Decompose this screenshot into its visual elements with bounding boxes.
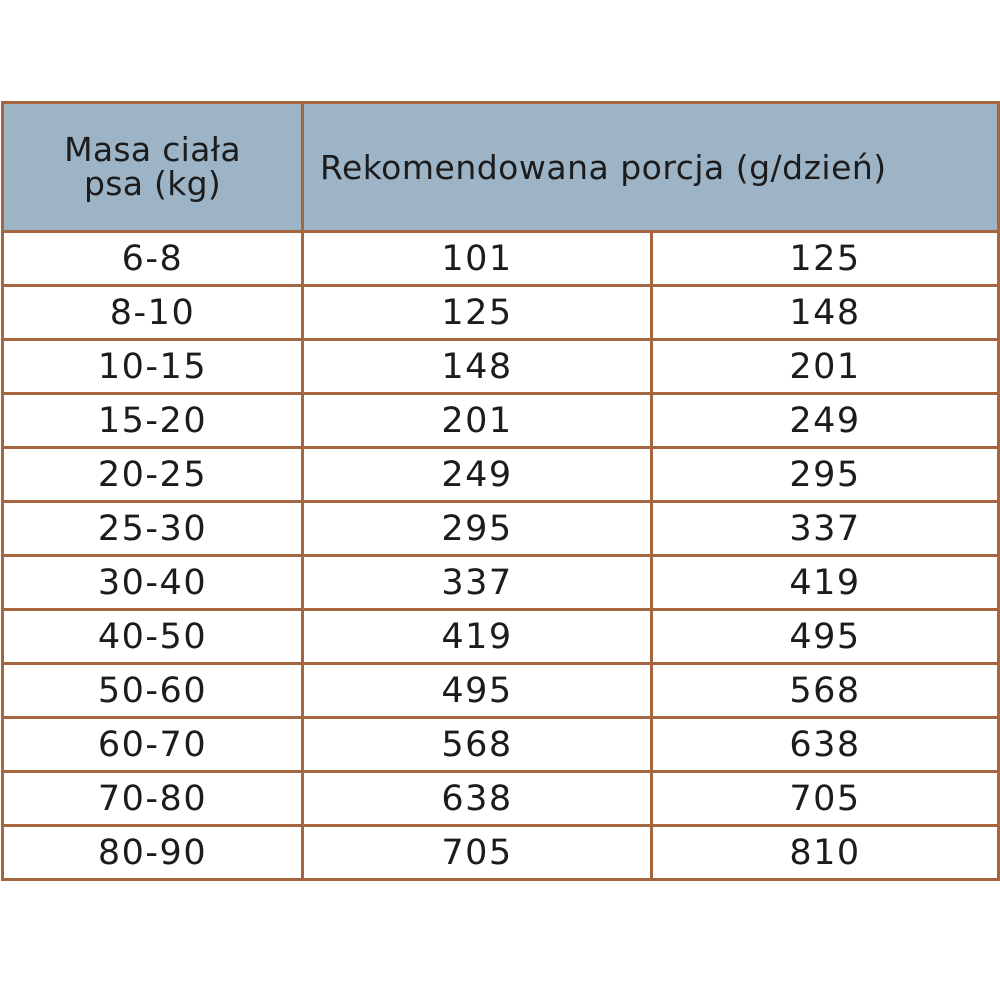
feeding-table <box>1 101 1000 881</box>
cell-portion-max: 495 <box>652 610 999 664</box>
cell-portion-min: 495 <box>303 664 652 718</box>
table-row <box>3 718 999 772</box>
table-row <box>3 772 999 826</box>
cell-portion-max: 568 <box>652 664 999 718</box>
cell-body-mass: 60-70 <box>3 718 303 772</box>
cell-portion-max: 337 <box>652 502 999 556</box>
cell-portion-max: 705 <box>652 772 999 826</box>
cell-body-mass: 40-50 <box>3 610 303 664</box>
cell-portion-min: 148 <box>303 340 652 394</box>
cell-body-mass: 50-60 <box>3 664 303 718</box>
cell-body-mass: 30-40 <box>3 556 303 610</box>
cell-portion-max: 201 <box>652 340 999 394</box>
cell-portion-min: 125 <box>303 286 652 340</box>
cell-portion-max: 125 <box>652 232 999 286</box>
table-header <box>3 103 999 232</box>
cell-portion-min: 568 <box>303 718 652 772</box>
table-row <box>3 232 999 286</box>
cell-body-mass: 10-15 <box>3 340 303 394</box>
cell-body-mass: 8-10 <box>3 286 303 340</box>
cell-body-mass: 15-20 <box>3 394 303 448</box>
table-row <box>3 610 999 664</box>
cell-portion-max: 419 <box>652 556 999 610</box>
cell-body-mass: 80-90 <box>3 826 303 880</box>
cell-body-mass: 6-8 <box>3 232 303 286</box>
cell-portion-max: 810 <box>652 826 999 880</box>
cell-portion-min: 101 <box>303 232 652 286</box>
cell-portion-min: 295 <box>303 502 652 556</box>
cell-body-mass: 70-80 <box>3 772 303 826</box>
cell-body-mass: 20-25 <box>3 448 303 502</box>
table-row <box>3 448 999 502</box>
cell-portion-min: 201 <box>303 394 652 448</box>
table-row <box>3 502 999 556</box>
cell-portion-max: 638 <box>652 718 999 772</box>
table-row <box>3 394 999 448</box>
table-body <box>3 232 999 880</box>
cell-portion-min: 419 <box>303 610 652 664</box>
table-row <box>3 286 999 340</box>
table-row <box>3 340 999 394</box>
cell-portion-max: 148 <box>652 286 999 340</box>
cell-portion-min: 337 <box>303 556 652 610</box>
cell-portion-max: 295 <box>652 448 999 502</box>
cell-portion-min: 249 <box>303 448 652 502</box>
header-recommended-portion: Rekomendowana porcja (g/dzień) <box>303 103 999 232</box>
cell-body-mass: 25-30 <box>3 502 303 556</box>
header-body-mass-line2: psa (kg) <box>83 164 222 203</box>
table-row <box>3 664 999 718</box>
header-body-mass <box>3 103 303 232</box>
cell-portion-min: 705 <box>303 826 652 880</box>
cell-portion-min: 638 <box>303 772 652 826</box>
table-row <box>3 826 999 880</box>
cell-portion-max: 249 <box>652 394 999 448</box>
feeding-table-container <box>1 101 997 881</box>
header-body-mass-line1: Masa ciała <box>64 130 241 169</box>
table-row <box>3 556 999 610</box>
